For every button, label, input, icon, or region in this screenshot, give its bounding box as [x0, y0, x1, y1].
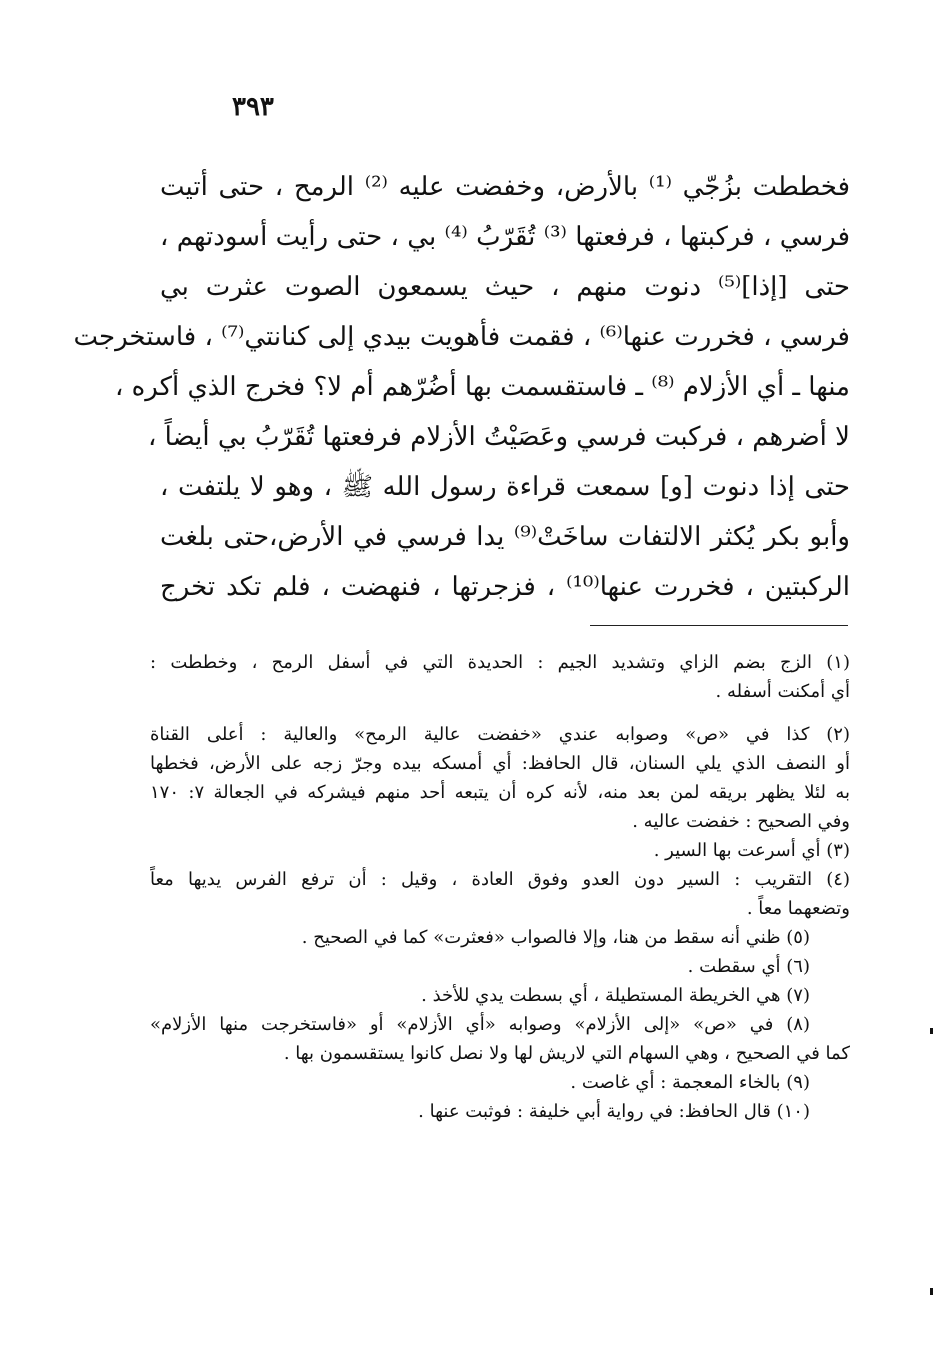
main-text-line: حتى إذا دنوت [و] سمعت قراءة رسول الله ﷺ ، وهو لا يلتفت ،	[160, 472, 850, 502]
scan-mark	[930, 1288, 933, 1295]
footnote-separator	[590, 625, 848, 626]
footnote-line: (٥) ظني أنه سقط من هنا، وإلا فالصواب «فعثرت» كما في الصحيح .	[301, 927, 810, 948]
footnote-1	[150, 648, 850, 706]
footnotes	[150, 648, 850, 1126]
main-text-line: فرسي ، فخررت عنها⁽⁶⁾ ، فقمت فأهويت بيدي إلى كنانتي⁽⁷⁾ ، فاستخرجت	[73, 322, 850, 352]
footnote-line: (٦) أي سقطت .	[687, 956, 810, 977]
footnote-4	[150, 865, 850, 923]
footnote-line: كما في الصحيح ، وهي السهام التي لاريش لها ولا نصل كانوا يستقسمون بها .	[283, 1043, 850, 1064]
footnote-line: وتضعهما معاً .	[746, 898, 850, 919]
main-text-line: منها ـ أي الأزلام ⁽⁸⁾ ـ فاستقسمت بها أضُرّهم أم لا؟ فخرج الذي أكره ،	[114, 372, 850, 402]
footnote-line: (٤) التقريب : السير دون العدو وفوق العادة ، وقيل : أن ترفع الفرس يديها معاً	[150, 869, 850, 890]
scan-mark	[930, 1028, 933, 1034]
footnote-line: أو النصف الذي يلي السنان، قال الحافظ: أي أمسكه بيده وجرّ زجه على الأرض، فخطها	[150, 753, 850, 774]
footnote-3	[150, 836, 850, 865]
main-text-line: الركبتين ، فخررت عنها⁽¹⁰⁾ ، فزجرتها ، فنهضت ، فلم تكد تخرج	[160, 572, 850, 602]
footnote-line: وفي الصحيح : خفضت عاليه .	[632, 811, 850, 832]
footnote-line: به لئلا يظهر بريقه لمن بعد منه، لأنه كره أن يتبعه أحد منهم فيشركه في الجعالة ٧: ١٧٠	[150, 782, 850, 803]
main-text-line: وأبو بكر يُكثر الالتفات ساخَتْ⁽⁹⁾ يدا فرسي في الأرض،حتى بلغت	[160, 522, 850, 552]
footnote-10	[150, 1097, 850, 1126]
main-text-line: لا أضرهم ، فركبت فرسي وعَصَيْتُ الأزلام فرفعتها تُقَرّبُ بي أيضاً ،	[147, 422, 850, 452]
main-text-line: فخططت بزُجّي ⁽¹⁾ بالأرض، وخفضت عليه ⁽²⁾ الرمح ، حتى أتيت	[160, 172, 851, 202]
footnote-line: (٨) في «ص» «إلى الأزلام» وصوابه «أي الأزلام» أو «فاستخرجت منها الأزلام»	[150, 1014, 810, 1035]
footnote-line: أي أمكنت أسفله .	[715, 681, 850, 702]
main-text-line: فرسي ، فركبتها ، فرفعتها ⁽³⁾ تُقَرّبُ ⁽⁴⁾ بي ، حتى رأيت أسودتهم ،	[160, 222, 850, 252]
main-text	[73, 162, 851, 612]
footnote-line: (٧) هي الخريطة المستطيلة ، أي بسطت يدي للأخذ .	[421, 985, 810, 1006]
footnote-5	[150, 923, 850, 952]
footnote-7	[150, 981, 850, 1010]
footnote-line: (١) الزج بضم الزاي وتشديد الجيم : الحديدة التي في أسفل الرمح ، وخططت :	[150, 652, 850, 673]
footnote-gap	[150, 706, 850, 720]
footnote-8	[150, 1010, 850, 1068]
main-text-line: حتى [إذا]⁽⁵⁾ دنوت منهم ، حيث يسمعون الصوت عثرت بي	[160, 272, 850, 302]
footnote-6	[150, 952, 850, 981]
footnote-9	[150, 1068, 850, 1097]
footnote-line: (٩) بالخاء المعجمة : أي غاصت .	[570, 1072, 810, 1093]
footnote-line: (١٠) قال الحافظ: في رواية أبي خليفة : فوثبت عنها .	[418, 1101, 810, 1122]
footnote-2	[150, 720, 850, 836]
footnote-line: (٣) أي أسرعت بها السير .	[653, 840, 850, 861]
footnote-line: (٢) كذا في «ص» وصوابه عندي «خفضت عالية الرمح» والعالية : أعلى القناة	[150, 724, 850, 745]
page-number: ٣٩٣	[232, 92, 274, 122]
